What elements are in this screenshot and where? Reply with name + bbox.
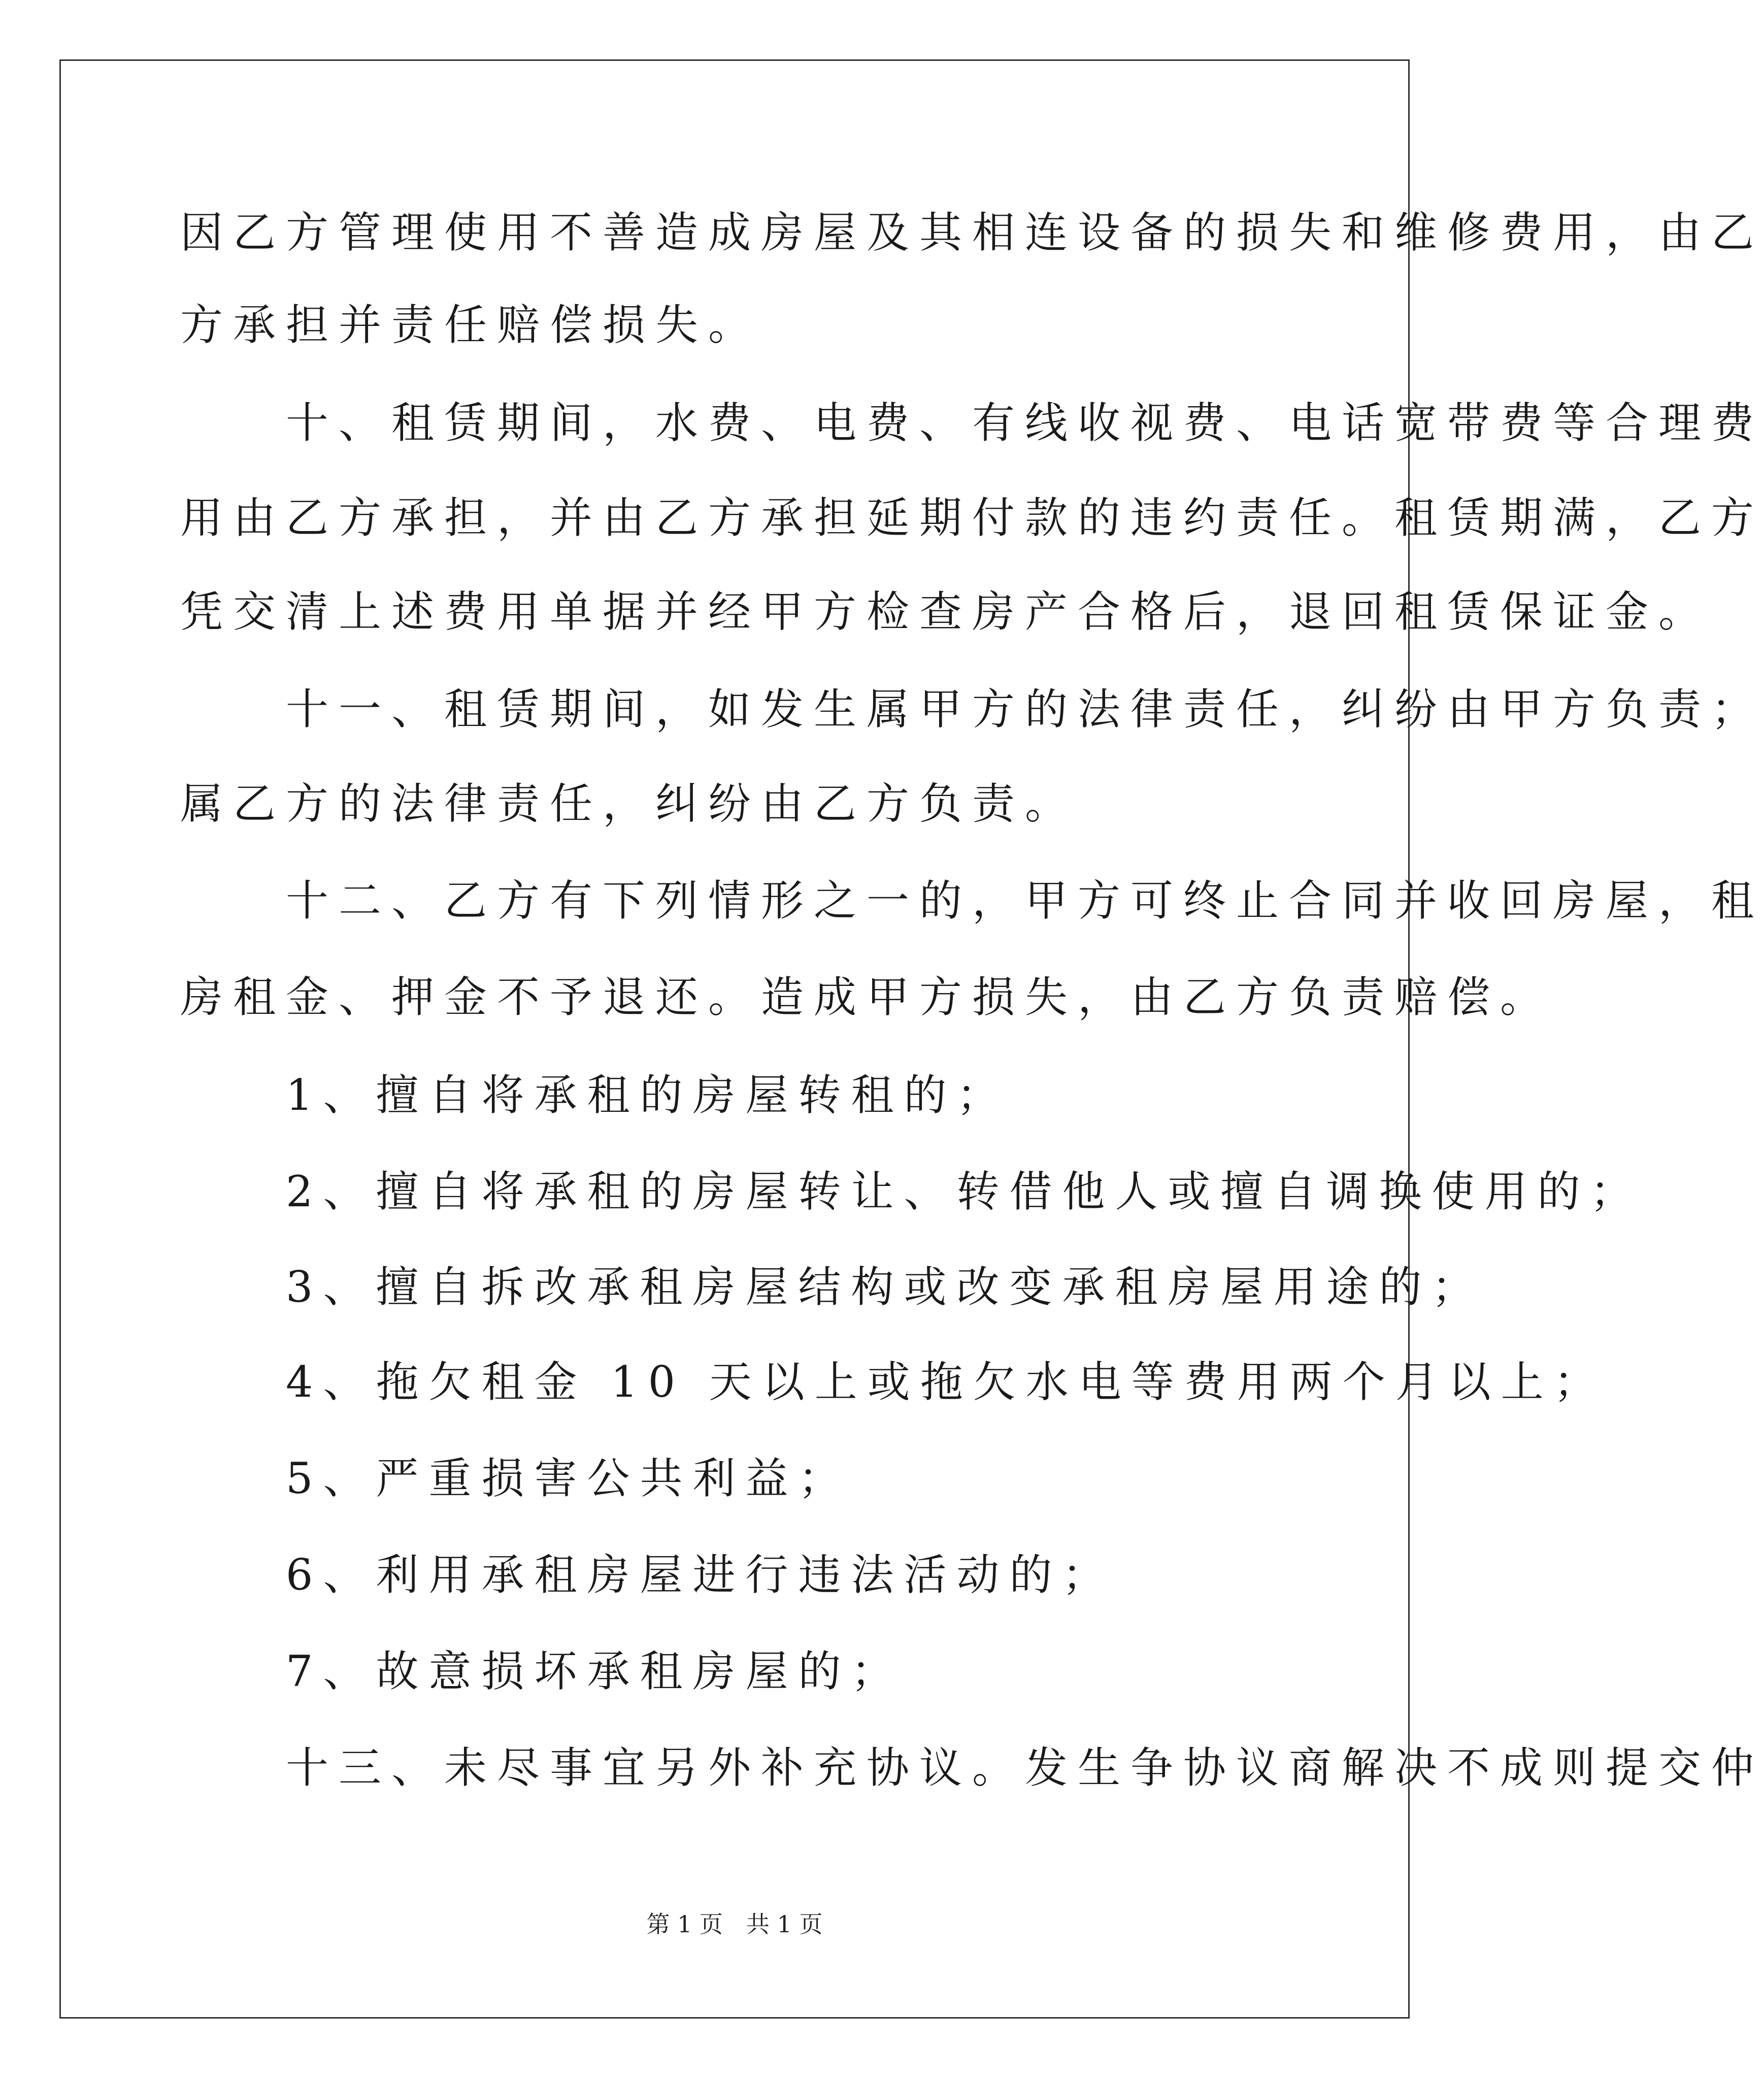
list-item: 7、故意损坏承租房屋的； — [180, 1646, 904, 1696]
text-line: 十三、未尽事宜另外补充协议。发生争协议商解决不成则提交仲 — [180, 1743, 1764, 1793]
text-line: 凭交清上述费用单据并经甲方检查房产合格后，退回租赁保证金。 — [180, 587, 1712, 637]
text-line: 十二、乙方有下列情形之一的，甲方可终止合同并收回房屋，租 — [180, 876, 1764, 926]
list-item: 4、拖欠租金 10 天以上或拖欠水电等费用两个月以上； — [180, 1357, 1607, 1407]
text-line: 十、租赁期间，水费、电费、有线收视费、电话宽带费等合理费 — [180, 398, 1764, 448]
list-item: 1、擅自将承租的房屋转租的； — [180, 1070, 1010, 1120]
list-item: 3、擅自拆改承租房屋结构或改变承租房屋用途的； — [180, 1262, 1485, 1312]
list-item: 5、严重损害公共利益； — [180, 1454, 851, 1503]
text-line: 属乙方的法律责任，纠纷由乙方负责。 — [180, 779, 1078, 829]
text-line: 房租金、押金不予退还。造成甲方损失，由乙方负责赔偿。 — [180, 972, 1553, 1022]
text-line: 用由乙方承担，并由乙方承担延期付款的违约责任。租赁期满，乙方 — [180, 493, 1764, 543]
text-line: 十一、租赁期间，如发生属甲方的法律责任，纠纷由甲方负责； — [180, 684, 1764, 734]
list-item: 6、利用承租房屋进行违法活动的； — [180, 1550, 1115, 1600]
page-number-footer: 第 1 页 共 1 页 — [646, 1910, 823, 1938]
list-item: 2、擅自将承租的房屋转让、转借他人或擅自调换使用的； — [180, 1167, 1643, 1216]
text-line: 因乙方管理使用不善造成房屋及其相连设备的损失和维修费用，由乙 — [180, 208, 1764, 257]
text-line: 方承担并责任赔偿损失。 — [180, 300, 761, 350]
page-border — [59, 59, 1410, 2019]
